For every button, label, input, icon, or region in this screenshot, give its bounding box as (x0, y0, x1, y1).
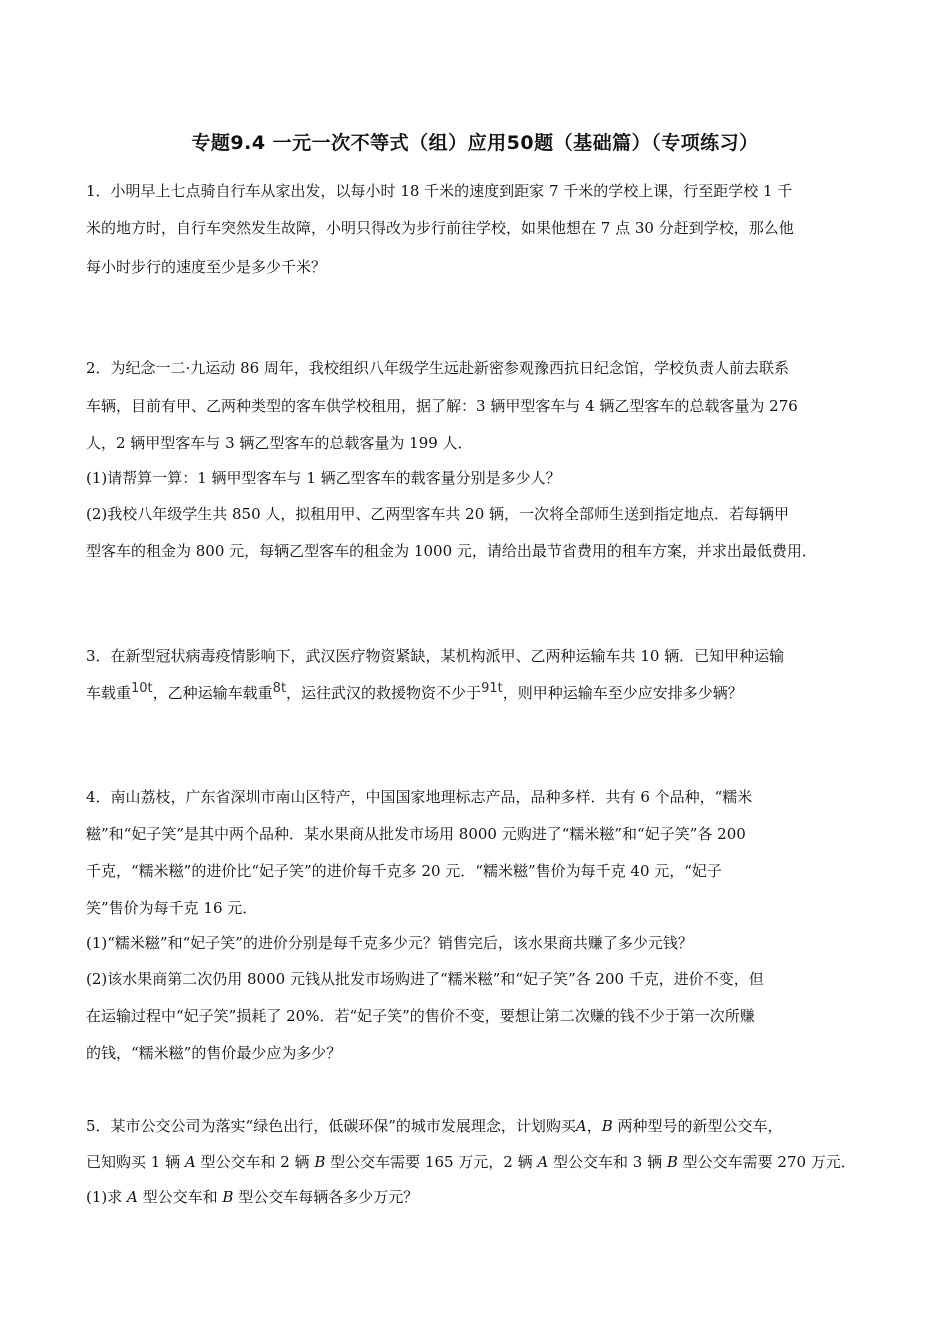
var-a: A (184, 1153, 196, 1171)
q3-unit-8t: 8t (272, 681, 287, 696)
q2-line-5: (2)我校八年级学生共 850 人，拟租用甲、乙两型客车共 20 辆，一次将全部师生送到指定地点．若每辆甲 (86, 505, 790, 523)
var-b: B (314, 1153, 326, 1171)
var-b: B (222, 1188, 234, 1206)
var-a: A (537, 1153, 549, 1171)
q4-line-8: 的钱，“糯米糍”的售价最少应为多少？ (86, 1044, 342, 1062)
q2-line-6: 型客车的租金为 800 元，每辆乙型客车的租金为 1000 元，请给出最节省费用的租车方案，并求出最低费用． (86, 542, 817, 560)
q2-line-2: 车辆，目前有甲、乙两种类型的客车供学校租用，据了解：3 辆甲型客车与 4 辆乙型客车的总载客量为 276 (86, 397, 798, 415)
var-b: B (601, 1117, 613, 1135)
q3-unit-10t: 10t (131, 681, 153, 696)
q4-line-7: 在运输过程中“妃子笑”损耗了 20%．若“妃子笑”的售价不变，要想让第二次赚的钱不少于第一次所赚 (86, 1007, 755, 1025)
q4-line-3: 千克，“糯米糍”的进价比“妃子笑”的进价每千克多 20 元．“糯米糍”售价为每千克 40 元，“妃子 (86, 862, 722, 880)
q5-text: 5．某市公交公司为落实“绿色出行，低碳环保”的城市发展理念，计划购买 (86, 1117, 576, 1135)
q5-text: 型公交车和 (137, 1188, 223, 1206)
var-a: A (127, 1188, 138, 1206)
q5-line-3 (86, 1187, 418, 1207)
q5-text: 型公交车和 3 辆 (548, 1153, 667, 1171)
q4-line-6: (2)该水果商第二次仍用 8000 元钱从批发市场购进了“糯米糍”和“妃子笑”各 200 千克，进价不变，但 (86, 970, 764, 988)
q5-line-2 (86, 1152, 856, 1172)
q5-text: 型公交车和 2 辆 (195, 1153, 315, 1171)
q2-line-1: 2．为纪念一二·九运动 86 周年，我校组织八年级学生远赴新密参观豫西抗日纪念馆，学校负责人前去联系 (86, 359, 789, 377)
q3-text-d: ，则甲种运输车至少应安排多少辆？ (502, 684, 743, 702)
q3-text-c: ，运往武汉的救援物资不少于 (286, 684, 482, 702)
q3-text-a: 车载重 (86, 684, 132, 702)
q5-text: (1)求 (86, 1188, 128, 1206)
q3-text-b: ，乙种运输车载重 (152, 684, 273, 702)
q2-line-3: 人，2 辆甲型客车与 3 辆乙型客车的总载客量为 199 人． (86, 434, 473, 452)
q1-line-3: 每小时步行的速度至少是多少千米？ (86, 258, 327, 276)
q5-text: 已知购买 1 辆 (86, 1153, 185, 1171)
q5-text: 两种型号的新型公交车， (612, 1117, 783, 1135)
q4-line-1: 4．南山荔枝，广东省深圳市南山区特产，中国国家地理标志产品，品种多样．共有 6 个品种，“糯米 (86, 788, 753, 806)
q3-line-2 (86, 683, 743, 705)
q4-line-2: 糍”和“妃子笑”是其中两个品种．某水果商从批发市场用 8000 元购进了“糯米糍”和“妃子笑”各 200 (86, 825, 746, 843)
q5-text: ， (586, 1117, 602, 1135)
q1-line-1: 1．小明早上七点骑自行车从家出发，以每小时 18 千米的速度到距家 7 千米的学校上课，行至距学校 1 千 (86, 182, 793, 200)
q4-line-4: 笑”售价为每千克 16 元． (86, 899, 258, 917)
q5-text: 型公交车每辆各多少万元？ (233, 1188, 419, 1206)
q3-unit-91t: 91t (481, 681, 503, 696)
q2-line-4: (1)请帮算一算：1 辆甲型客车与 1 辆乙型客车的载客量分别是多少人？ (86, 469, 561, 487)
q4-line-5: (1)“糯米糍”和“妃子笑”的进价分别是每千克多少元？销售完后，该水果商共赚了多少元钱？ (86, 934, 693, 952)
q5-text: 型公交车需要 270 万元． (677, 1153, 856, 1171)
q5-line-1 (86, 1116, 783, 1136)
var-a: A (575, 1117, 587, 1135)
q1-line-2: 米的地方时，自行车突然发生故障，小明只得改为步行前往学校，如果他想在 7 点 30 分赶到学校，那么他 (86, 219, 794, 237)
q5-text: 型公交车需要 165 万元，2 辆 (325, 1153, 538, 1171)
page-title: 专题9.4 一元一次不等式（组）应用50题（基础篇）（专项练习） (191, 132, 759, 154)
q3-line-1: 3．在新型冠状病毒疫情影响下，武汉医疗物资紧缺，某机构派甲、乙两种运输车共 10 辆．已知甲种运输 (86, 647, 785, 665)
var-b: B (666, 1153, 678, 1171)
